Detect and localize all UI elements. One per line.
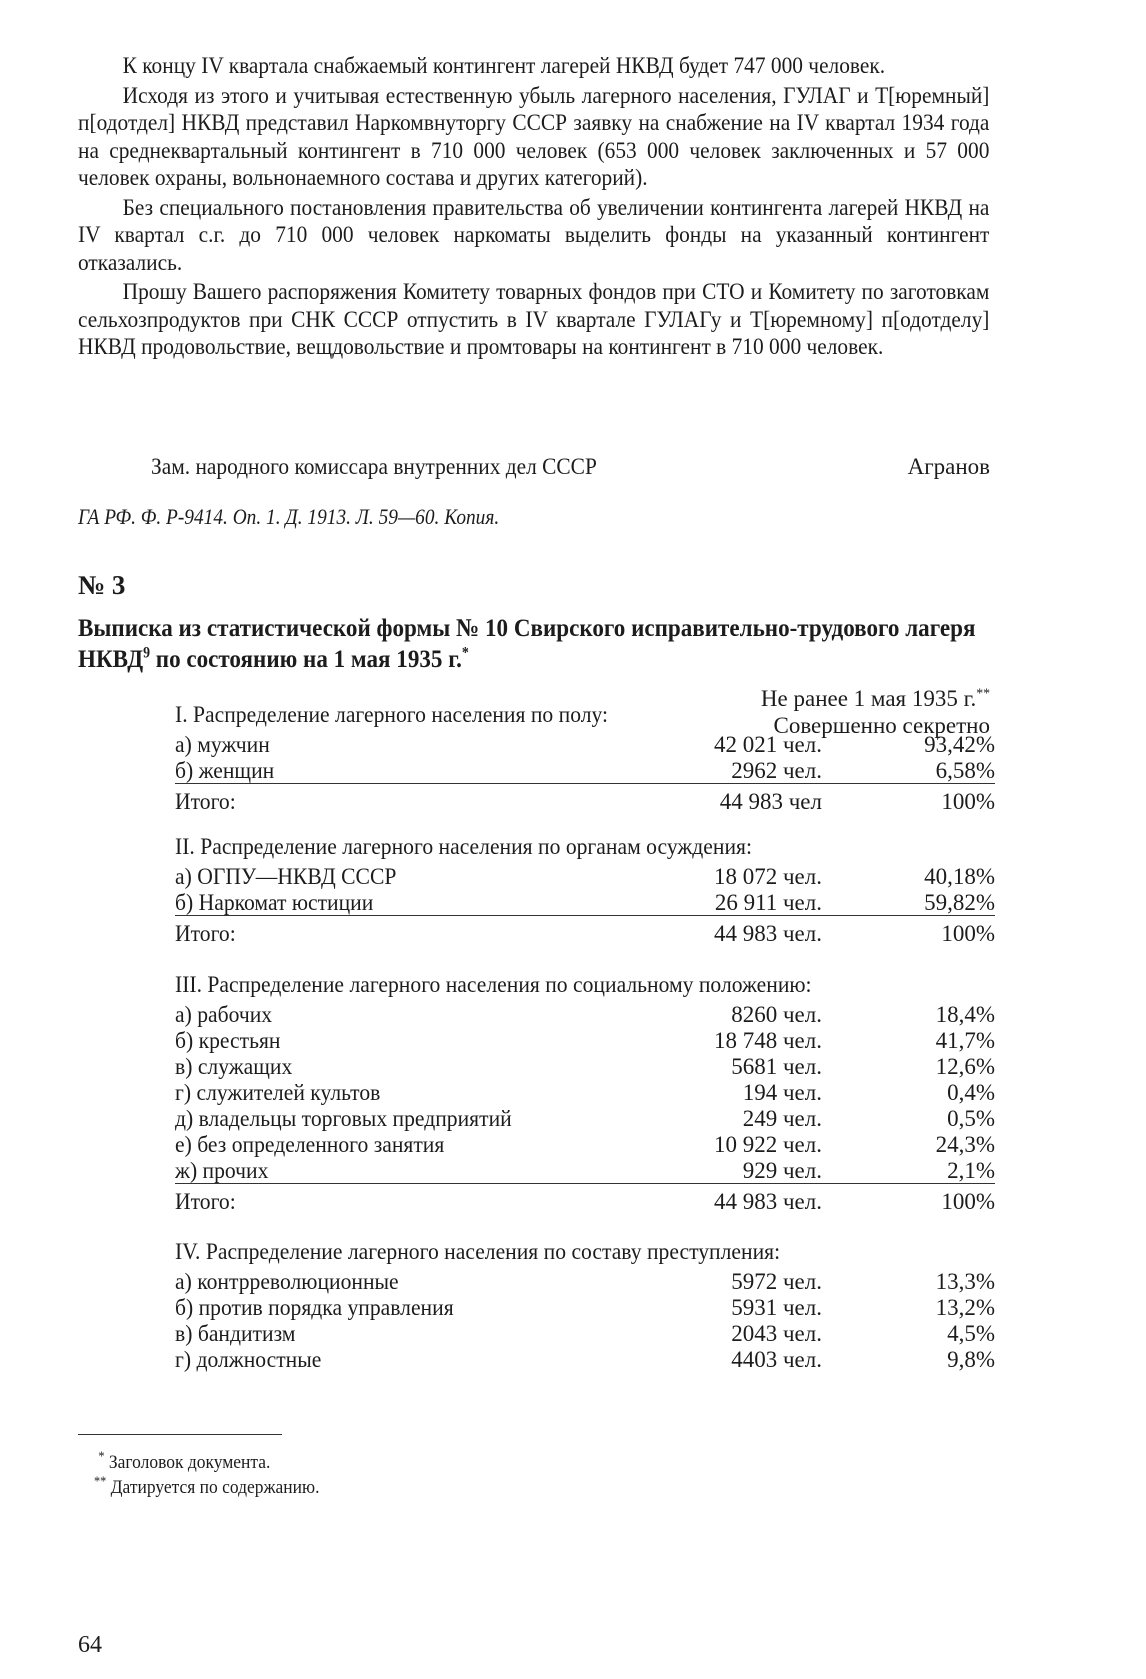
footnote-ref: *	[461, 644, 469, 662]
table-row: е) без определенного занятия 10 922 чел. 24,3%	[175, 1132, 995, 1157]
classification-stamp: Совершенно секретно	[773, 713, 990, 738]
signatory-name: Агранов	[907, 454, 990, 479]
table-row: а) мужчин 42 021 чел. 93,42%	[175, 732, 995, 757]
footnotes	[94, 1450, 319, 1500]
footnote: ** Датируется по содержанию.	[94, 1473, 320, 1498]
paragraph: Исходя из этого и учитывая естественную убыль лагерного населения, ГУЛАГ и Т[юремный] п[одотдел] НКВД представил Наркомвнуторгу СССР заявку на снабжение на IV квартал 1934 года на среднеквартальный контингент в 710 000 человек (653 000 человек заключенных и 57 000 человек охраны, вольнонаемного состава и других категорий).	[78, 82, 990, 190]
footnote-divider	[78, 1434, 282, 1435]
table-row: а) ОГПУ—НКВД СССР 18 072 чел. 40,18%	[175, 864, 995, 889]
title-text: по состоянию на 1 мая 1935 г.	[150, 644, 462, 673]
footnote: * Заголовок документа.	[98, 1448, 271, 1473]
signatory-role: Зам. народного комиссара внутренних дел СССР	[151, 454, 597, 479]
paragraph: Прошу Вашего распоряжения Комитету товарных фондов при СТО и Комитету по заготовкам сельхозпродуктов при СНК СССР отпустить в IV квартале ГУЛАГу и Т[юремному] п[одотделу] НКВД продовольствие, вещдовольствие и промтовары на контингент в 710 000 человек.	[78, 279, 990, 359]
document-number: № 3	[78, 570, 126, 600]
endnote-ref: 9	[143, 644, 151, 662]
table-row: д) владельцы торговых предприятий 249 чел. 0,5%	[175, 1106, 995, 1131]
stat-section-sex	[175, 702, 995, 815]
paragraph: Без специального постановления правительства об увеличении контингента лагерей НКВД на IV квартал с.г. до 710 000 человек наркоматы выделить фонды на указанный контингент отказались.	[78, 194, 990, 275]
table-row: ж) прочих 929 чел. 2,1%	[175, 1158, 995, 1183]
table-row: б) Наркомат юстиции 26 911 чел. 59,82%	[175, 890, 995, 915]
table-row: г) служителей культов 194 чел. 0,4%	[175, 1080, 995, 1105]
table-row: б) против порядка управления 5931 чел. 13,2%	[175, 1295, 995, 1320]
document-page	[78, 52, 995, 1658]
section-title: II. Распределение лагерного населения по органам осуждения:	[175, 834, 752, 859]
total-row: Итого: 44 983 чел. 100%	[175, 1189, 995, 1214]
page-number: 64	[78, 1632, 102, 1658]
table-row: б) женщин 2962 чел. 6,58%	[175, 758, 995, 783]
stat-section-crime-type	[175, 1239, 995, 1373]
body-text	[78, 52, 990, 361]
title-text: Выписка из статистической формы № 10 Свирского исправительно-трудового лагеря НКВД	[78, 613, 976, 673]
signature-line	[78, 454, 990, 484]
stat-section-social-status	[175, 972, 995, 1215]
total-row: Итого: 44 983 чел 100%	[175, 789, 995, 814]
table-row: в) бандитизм 2043 чел. 4,5%	[175, 1321, 995, 1346]
footnote-ref: **	[976, 685, 990, 701]
document-title	[78, 612, 983, 674]
total-row: Итого: 44 983 чел. 100%	[175, 921, 995, 946]
table-row: б) крестьян 18 748 чел. 41,7%	[175, 1028, 995, 1053]
table-row: а) контрреволюционные 5972 чел. 13,3%	[175, 1269, 995, 1294]
section-title: III. Распределение лагерного населения по социальному положению:	[175, 972, 812, 997]
table-row: а) рабочих 8260 чел. 18,4%	[175, 1002, 995, 1027]
section-title: I. Распределение лагерного населения по полу:	[175, 702, 609, 727]
archive-reference: ГА РФ. Ф. Р-9414. Оп. 1. Д. 1913. Л. 59—60. Копия.	[78, 504, 500, 529]
stat-section-sentencing-body	[175, 834, 995, 947]
section-title: IV. Распределение лагерного населения по составу преступления:	[175, 1239, 781, 1264]
date-line: Не ранее 1 мая 1935 г.**	[760, 685, 990, 711]
table-row: в) служащих 5681 чел. 12,6%	[175, 1054, 995, 1079]
paragraph: К концу IV квартала снабжаемый контингент лагерей НКВД будет 747 000 человек.	[122, 53, 886, 78]
table-row: г) должностные 4403 чел. 9,8%	[175, 1347, 995, 1372]
